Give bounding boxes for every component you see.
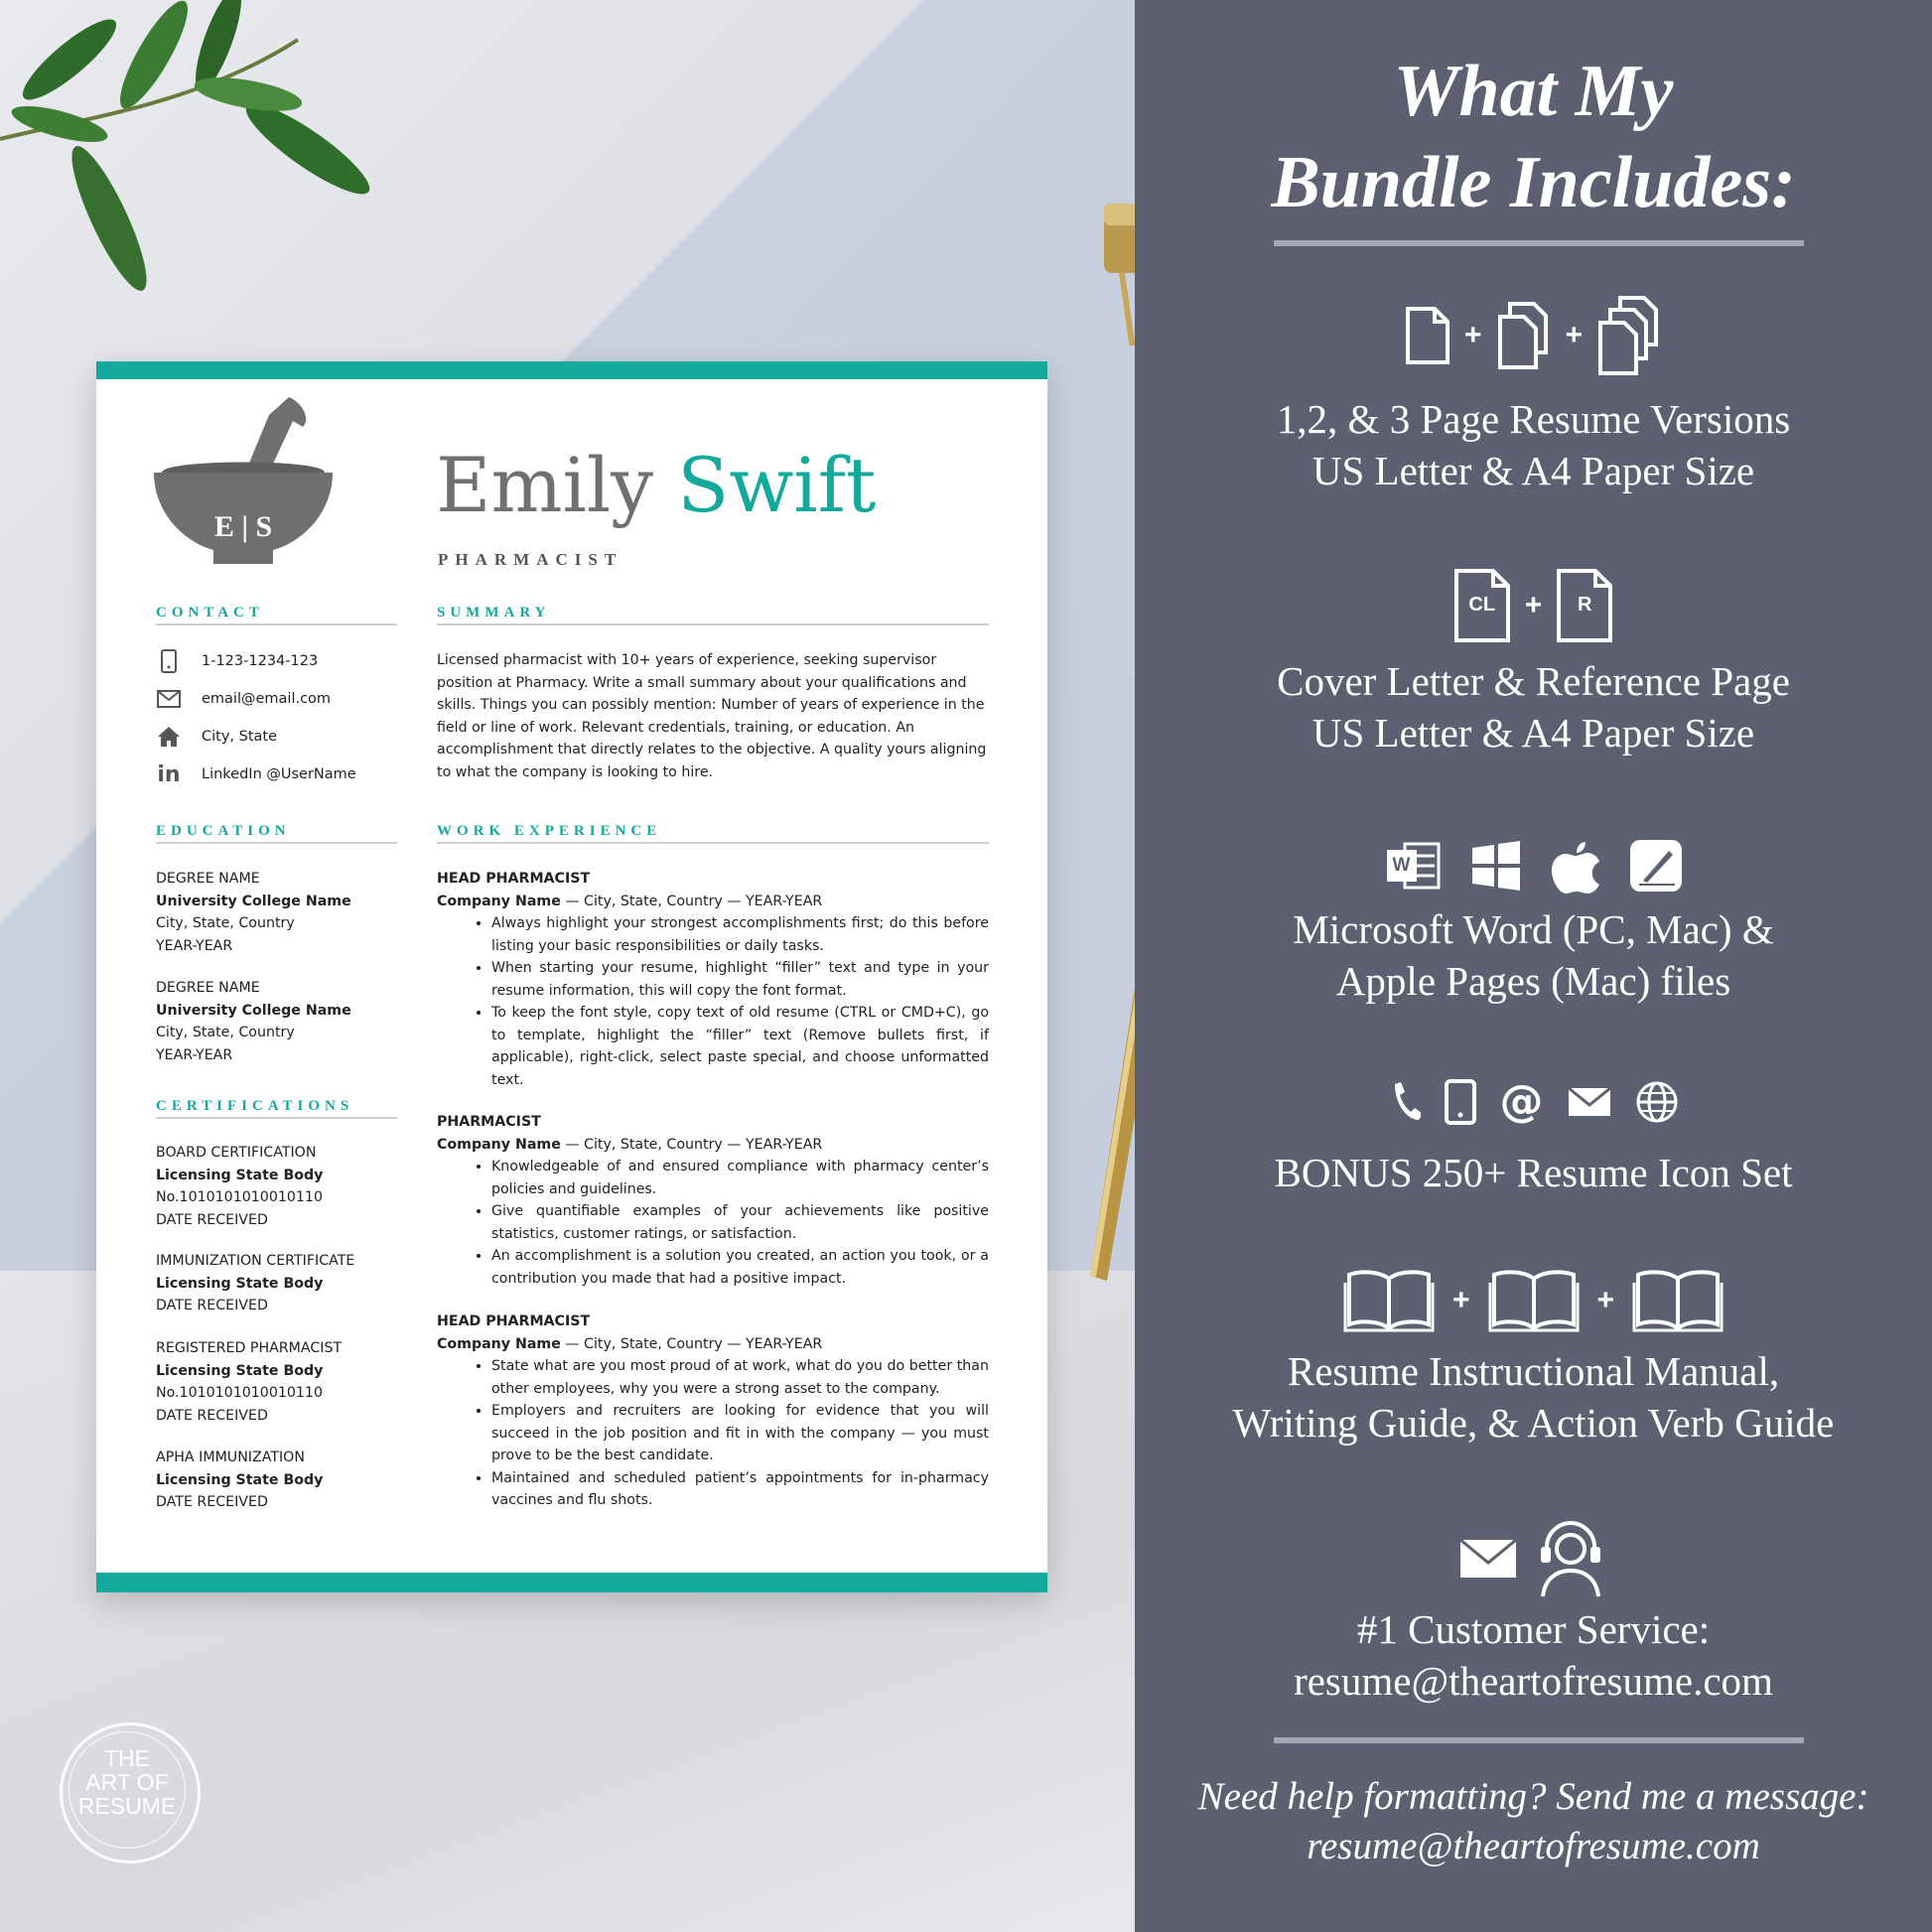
education-rule (156, 842, 397, 844)
location-text: City, State (202, 729, 278, 745)
plus-sign: + (1451, 1284, 1470, 1316)
job-bullets (437, 1355, 989, 1512)
email-text: email@email.com (202, 691, 332, 707)
contact-linkedin (156, 762, 356, 786)
phone-handset-icon (1389, 1080, 1421, 1124)
feature-guides (1135, 1345, 1932, 1449)
certification-entry (156, 1142, 323, 1231)
company-name: Company Name (437, 893, 561, 909)
certifications-rule (156, 1117, 397, 1119)
brand-seal-logo (60, 1723, 201, 1863)
bundle-title-line: What My (1393, 51, 1674, 132)
first-name: Emily (436, 441, 654, 529)
contact-phone (156, 649, 318, 673)
feature-line: #1 Customer Service: (1356, 1606, 1711, 1652)
job-meta: — City, State, Country — YEAR-YEAR (560, 1335, 823, 1352)
education-heading: EDUCATION (156, 823, 291, 839)
open-book-icon (1632, 1269, 1724, 1332)
last-name: Swift (677, 441, 877, 529)
certification-date: DATE RECEIVED (156, 1211, 268, 1228)
candidate-name (436, 441, 876, 529)
job-title: PHARMACIST (438, 550, 623, 569)
school-name: University College Name (156, 1002, 351, 1019)
bundle-title (1135, 46, 1932, 228)
feature-line: BONUS 250+ Resume Icon Set (1274, 1150, 1793, 1195)
job-title-entry: HEAD PHARMACIST (437, 1313, 591, 1329)
job-title-entry: HEAD PHARMACIST (437, 871, 591, 887)
plus-sign: + (1596, 1284, 1615, 1316)
job-bullet: • Employers and recruiters are looking for evidence that you will succeed in the job position and fit in with the company — you must prove to be the best candidate. (491, 1400, 989, 1467)
certification-title: APHA IMMUNIZATION (156, 1449, 305, 1465)
certification-date: DATE RECEIVED (156, 1494, 268, 1510)
plus-sign: + (1565, 319, 1584, 351)
contact-heading: CONTACT (156, 605, 264, 621)
summary-text: Licensed pharmacist with 10+ years of experience, seeking supervisor position at Pharmacy. Write a small summary about your qualifications and skills. Things you can possibly mention: Number of years of experience in the field or line of work. Relevant credentials, training, or education. An accomplishment that directly relates to the objective. A quality yours aligning to what the company is looking to hire. (437, 652, 987, 780)
certification-title: BOARD CERTIFICATION (156, 1145, 317, 1161)
contact-location (156, 725, 277, 749)
work-rule (437, 842, 989, 844)
certifications-heading: CERTIFICATIONS (156, 1098, 354, 1114)
globe-icon (1635, 1080, 1679, 1124)
job-meta: — City, State, Country — YEAR-YEAR (560, 1136, 823, 1153)
feature-support (1135, 1603, 1932, 1707)
mortar-pestle-icon (144, 393, 343, 582)
home-icon (156, 725, 182, 749)
contact-email (156, 687, 331, 711)
education-years: YEAR-YEAR (156, 937, 233, 954)
certification-body: Licensing State Body (156, 1167, 324, 1183)
job-bullet: • Always highlight your strongest accomplishments first; do this before listing your basic responsibilities or daily tasks. (491, 912, 989, 957)
contact-rule (156, 623, 397, 625)
summary-heading: SUMMARY (437, 605, 551, 621)
plus-sign: + (1463, 319, 1482, 351)
brand-seal-text (69, 1731, 186, 1849)
job-company-line (437, 891, 989, 913)
certification-number: No.1010101010010110 (156, 1189, 323, 1205)
at-sign-icon: @ (1499, 1076, 1544, 1127)
company-name: Company Name (437, 1136, 561, 1153)
feature-line: US Letter & A4 Paper Size (1311, 710, 1755, 756)
envelope-icon (1459, 1539, 1517, 1579)
open-book-icon (1343, 1269, 1435, 1332)
word-icon-label: W (1392, 855, 1411, 876)
apple-icon (1550, 838, 1601, 894)
work-heading: WORK EXPERIENCE (437, 823, 662, 839)
job-bullets (437, 1156, 989, 1290)
job-bullet: • When starting your resume, highlight “filler” text and type in your resume information, this will copy the font format. (491, 957, 989, 1002)
job-bullets (437, 912, 989, 1091)
education-entry (156, 868, 351, 957)
brand-line: RESUME (77, 1793, 177, 1819)
job-bullet: • Give quantifiable examples of your achievements like positive statistics, customer ratings, or satisfaction. (491, 1200, 989, 1245)
feature-line: 1,2, & 3 Page Resume Versions (1276, 396, 1791, 442)
feature-page-versions (1135, 393, 1932, 496)
certification-entry (156, 1337, 342, 1427)
olive-branch-decoration (0, 0, 377, 328)
feature-icon-set (1135, 1147, 1932, 1198)
certification-entry (156, 1250, 354, 1317)
open-book-icon (1488, 1269, 1580, 1332)
certification-number: No.1010101010010110 (156, 1385, 323, 1401)
email-icon (156, 687, 182, 711)
certification-body: Licensing State Body (156, 1362, 324, 1379)
footer-divider (1274, 1737, 1804, 1743)
guide-book-icons (1135, 1266, 1932, 1335)
brand-line: THE (104, 1745, 150, 1771)
linkedin-icon: in (157, 761, 181, 787)
school-location: City, State, Country (156, 915, 295, 931)
job-bullet: • Maintained and scheduled patient’s appointments for in-pharmacy vaccines and flu shots. (491, 1467, 989, 1512)
software-icons (1135, 836, 1932, 896)
certification-title: REGISTERED PHARMACIST (156, 1340, 343, 1356)
reference-page-icon (1556, 568, 1613, 643)
linkedin-text: LinkedIn @UserName (202, 766, 356, 782)
support-icons (1135, 1519, 1932, 1598)
icon-set-icons (1135, 1077, 1932, 1127)
feature-line: Apple Pages (Mac) files (1335, 958, 1731, 1004)
bundle-title-line: Bundle Includes: (1271, 142, 1796, 223)
help-footer (1135, 1772, 1932, 1871)
job-bullet: • To keep the font style, copy text of old resume (CTRL or CMD+C), go to template, highlight the “filler” text (Remove bullets first, if applicable), right-click, select paste special, and choose unformatted text. (491, 1002, 989, 1091)
education-years: YEAR-YEAR (156, 1046, 233, 1063)
job-bullet: • Knowledgeable of and ensured compliance with pharmacy center’s policies and guidelines. (491, 1156, 989, 1200)
title-divider (1274, 240, 1804, 246)
resume-bottom-band (96, 1573, 1047, 1592)
job-bullet: • State what are you most proud of at work, what do you do better than other employees, why you were a strong asset to the company. (491, 1355, 989, 1400)
job-bullet: • An accomplishment is a solution you created, an action you took, or a contribution you made that had a positive impact. (491, 1245, 989, 1290)
apple-pages-icon (1629, 839, 1683, 893)
cover-letter-label: CL (1468, 594, 1496, 616)
brand-line: ART OF (85, 1769, 169, 1795)
job-entry (437, 868, 989, 1091)
mobile-phone-icon (1445, 1079, 1476, 1125)
feature-line: Resume Instructional Manual, (1287, 1348, 1780, 1394)
feature-cover-letter (1135, 655, 1932, 759)
job-entry (437, 1111, 989, 1290)
certification-date: DATE RECEIVED (156, 1407, 268, 1424)
job-company-line (437, 1134, 989, 1157)
headset-support-icon (1533, 1519, 1608, 1598)
summary-rule (437, 623, 989, 625)
phone-icon (156, 649, 182, 673)
certification-title: IMMUNIZATION CERTIFICATE (156, 1253, 355, 1269)
three-pages-icon (1596, 295, 1662, 376)
certification-date: DATE RECEIVED (156, 1298, 268, 1313)
single-page-icon (1405, 306, 1450, 365)
resume-page (96, 361, 1047, 1592)
feature-line: US Letter & A4 Paper Size (1311, 448, 1755, 493)
help-message: Need help formatting? Send me a message: (1197, 1775, 1869, 1818)
job-company-line (437, 1333, 989, 1356)
help-email: resume@theartofresume.com (1307, 1825, 1760, 1867)
reference-label: R (1578, 594, 1592, 616)
cover-letter-icons (1135, 566, 1932, 645)
cover-letter-icon (1453, 568, 1511, 643)
windows-icon (1470, 840, 1522, 892)
bundle-panel (1135, 0, 1932, 1932)
two-pages-icon (1496, 301, 1552, 370)
page-versions-icons (1135, 296, 1932, 375)
certification-body: Licensing State Body (156, 1471, 324, 1488)
monogram: E | S (213, 510, 273, 543)
certification-body: Licensing State Body (156, 1275, 324, 1292)
plus-sign: + (1524, 589, 1543, 621)
phone-text: 1-123-1234-123 (202, 653, 319, 669)
feature-software (1135, 903, 1932, 1007)
envelope-icon (1568, 1087, 1611, 1117)
company-name: Company Name (437, 1335, 561, 1352)
school-location: City, State, Country (156, 1025, 295, 1040)
job-entry (437, 1311, 989, 1512)
degree-name: DEGREE NAME (156, 871, 260, 887)
support-email: resume@theartofresume.com (1294, 1658, 1773, 1704)
feature-line: Microsoft Word (PC, Mac) & (1293, 906, 1774, 952)
certification-entry (156, 1447, 323, 1514)
job-title-entry: PHARMACIST (437, 1114, 541, 1130)
school-name: University College Name (156, 893, 351, 909)
feature-line: Cover Letter & Reference Page (1277, 658, 1790, 704)
resume-top-band (96, 361, 1047, 379)
job-meta: — City, State, Country — YEAR-YEAR (560, 893, 823, 909)
feature-line: Writing Guide, & Action Verb Guide (1232, 1400, 1835, 1446)
degree-name: DEGREE NAME (156, 980, 260, 996)
education-entry (156, 977, 351, 1066)
word-icon (1385, 840, 1443, 892)
